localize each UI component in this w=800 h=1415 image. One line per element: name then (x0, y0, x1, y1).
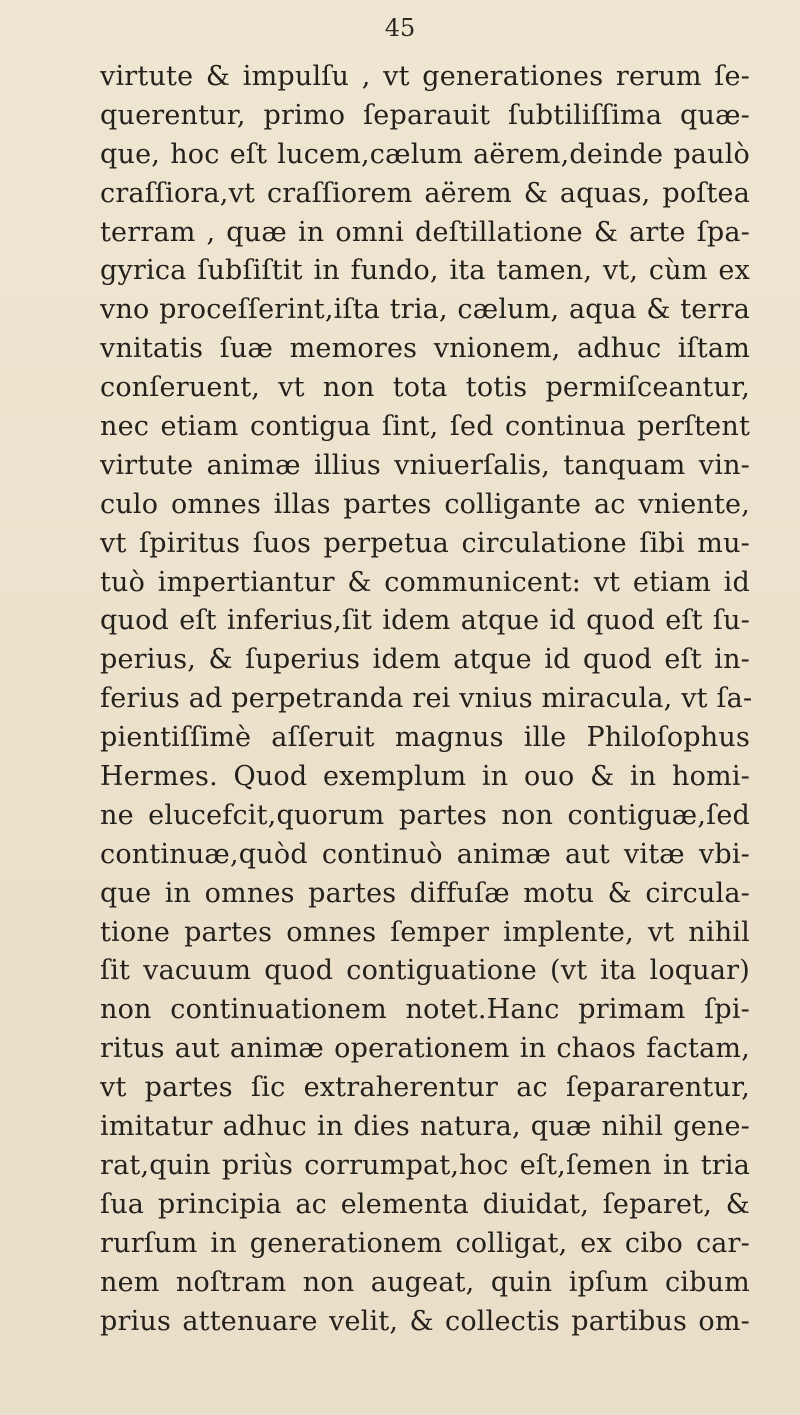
text-line: rat,quin priùs corrumpat,hoc eſt,ſemen in tria (100, 1149, 750, 1181)
text-line: Hermes. Quod exemplum in ouo & in homi- (100, 761, 750, 793)
text-line: ne elucefcit,quorum partes non contiguæ,ſed (100, 799, 750, 831)
text-line: prius attenuare velit, & collectis partibus om- (100, 1305, 750, 1337)
text-line: culo omnes illas partes colligante ac vniente, (100, 488, 750, 520)
text-line: perius, & ſuperius idem atque id quod eſt in- (100, 644, 750, 676)
text-line: querentur, primo ſeparauit ſubtiliſſima quæ- (100, 99, 750, 131)
text-line: rurſum in generationem colligat, ex cibo car- (100, 1227, 750, 1259)
text-line: gyrica ſubſiſtit in fundo, ita tamen, vt, cùm ex (100, 255, 750, 287)
text-line: terram , quæ in omni deſtillatione & arte ſpa- (100, 216, 750, 248)
text-line: vnitatis ſuæ memores vnionem, adhuc iſtam (100, 333, 750, 365)
text-line: conſeruent, vt non tota totis permiſceantur, (100, 372, 750, 404)
text-line: ſua principia ac elementa diuidat, ſeparet, & (100, 1188, 750, 1220)
text-line: ſit vacuum quod contiguatione (vt ita loquar) (100, 955, 750, 987)
text-line: imitatur adhuc in dies natura, quæ nihil gene- (100, 1111, 750, 1143)
text-line: que, hoc eſt lucem,cælum aërem,deinde paulò (100, 138, 750, 170)
text-line: nec etiam contigua ſint, ſed continua perſtent (100, 411, 750, 443)
text-line: tuò impertiantur & communicent: vt etiam id (100, 566, 750, 598)
text-line: non continuationem notet.Hanc primam ſpi- (100, 994, 750, 1026)
text-line: pientiſſimè aſſeruit magnus ille Philoſophus (100, 722, 750, 754)
text-line: vt ſpiritus ſuos perpetua circulatione ſibi mu- (100, 527, 750, 559)
text-line: ritus aut animæ operationem in chaos factam, (100, 1033, 750, 1065)
text-line: quod eſt inferius,ſit idem atque id quod eſt ſu- (100, 605, 750, 637)
text-line: tione partes omnes ſemper implente, vt nihil (100, 916, 750, 948)
text-line: ferius ad perpetranda rei vnius miracula, vt ſa- (100, 683, 753, 715)
text-line: virtute & impulſu , vt generationes rerum ſe- (100, 61, 750, 92)
text-line: continuæ,quòd continuò animæ aut vitæ vbi- (100, 838, 750, 870)
body-text (100, 58, 753, 1341)
page-number: 45 (384, 14, 416, 42)
text-line: virtute animæ illius vniuerſalis, tanquam vin- (100, 449, 750, 481)
text-line: vt partes ſic extraherentur ac ſepararentur, (100, 1072, 750, 1104)
text-line: vno proceſſerint,iſta tria, cælum, aqua & terra (100, 294, 750, 326)
text-line: craſſiora,vt craſſiorem aërem & aquas, poſtea (100, 177, 750, 209)
text-line: que in omnes partes diffuſæ motu & circula- (100, 877, 750, 909)
text-line: nem noſtram non augeat, quin ipſum cibum (100, 1266, 750, 1298)
